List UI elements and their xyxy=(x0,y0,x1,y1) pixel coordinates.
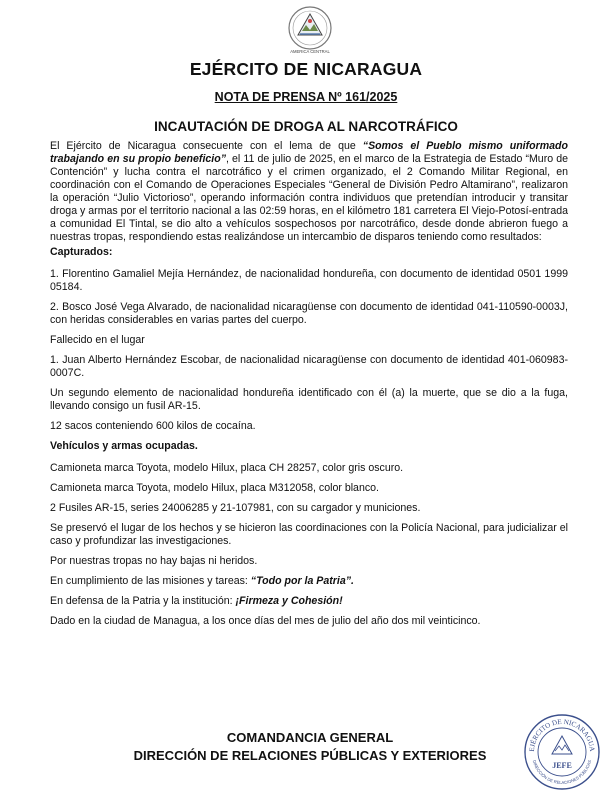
mission-motto: “Todo por la Patria”. xyxy=(250,575,354,587)
seal-bottom-text: DIRECCIÓN DE RELACIONES PÚBLICAS xyxy=(531,759,593,786)
defense-motto: ¡Firmeza y Cohesión! xyxy=(235,595,343,607)
weapons-item: 2 Fusiles AR-15, series 24006285 y 21-107981, con su cargador y municiones. xyxy=(50,502,421,514)
captured-heading: Capturados: xyxy=(50,246,113,258)
escaped-paragraph: Un segundo elemento de nacionalidad hondureña identificado con él (a) la muerte, que se dio a la fuga, llevando consigo un fusil AR-15. xyxy=(50,387,568,412)
coat-of-arms-emblem-icon xyxy=(282,4,338,56)
dated-paragraph: Dado en la ciudad de Managua, a los once días del mes de julio del año dos mil veinticinco. xyxy=(50,615,481,627)
headline: INCAUTACIÓN DE DROGA AL NARCOTRÁFICO xyxy=(154,119,458,134)
vehicles-heading: Vehículos y armas ocupadas. xyxy=(50,440,198,452)
official-seal-icon xyxy=(522,712,602,792)
preserved-paragraph: Se preservó el lugar de los hechos y se hicieron las coordinaciones con la Policía Nacional, para judicializar el caso y profundizar las investigaciones. xyxy=(50,522,568,547)
captured-item-1: 1. Florentino Gamaliel Mejía Hernández, de nacionalidad hondureña, con documento de identidad 0501 1999 05184. xyxy=(50,268,568,293)
vehicle-item-1: Camioneta marca Toyota, modelo Hilux, placa CH 28257, color gris oscuro. xyxy=(50,462,404,474)
intro-paragraph xyxy=(50,140,568,244)
press-release-body xyxy=(50,140,568,635)
intro-motto: “Somos el Pueblo mismo uniformado trabajando en su propio beneficio” xyxy=(50,140,568,165)
drugs-paragraph: 12 sacos conteniendo 600 kilos de cocaína. xyxy=(50,420,256,432)
svg-text:AMERICA CENTRAL: AMERICA CENTRAL xyxy=(290,49,330,54)
mission-paragraph xyxy=(50,575,568,588)
vehicle-item-2: Camioneta marca Toyota, modelo Hilux, placa M312058, color blanco. xyxy=(50,482,379,494)
mission-prefix: En cumplimiento de las misiones y tareas: xyxy=(50,575,251,587)
seal-center-text: JEFE xyxy=(552,761,572,770)
captured-item-2: 2. Bosco José Vega Alvarado, de nacionalidad nicaragüense con documento de identidad 041-110590-0003J, con heridas considerables en varias partes del cuerpo. xyxy=(50,301,568,326)
signature-line-1: COMANDANCIA GENERAL xyxy=(226,730,394,745)
defense-prefix: En defensa de la Patria y la institución: xyxy=(50,595,236,607)
seal-top-text: EJÉRCITO DE NICARAGUA xyxy=(527,717,597,752)
organization-title: EJÉRCITO DE NICARAGUA xyxy=(189,59,423,79)
intro-text-1: El Ejército de Nicaragua consecuente con el lema de que xyxy=(50,140,363,152)
no-casualties-paragraph: Por nuestras tropas no hay bajas ni heridos. xyxy=(50,555,258,567)
signature-line-2: DIRECCIÓN DE RELACIONES PÚBLICAS Y EXTERIORES xyxy=(133,748,487,763)
deceased-heading: Fallecido en el lugar xyxy=(50,334,145,346)
press-note-number xyxy=(0,90,612,104)
defense-paragraph xyxy=(50,595,568,608)
deceased-item-1: 1. Juan Alberto Hernández Escobar, de nacionalidad nicaragüense con documento de identidad 401-060983-0007C. xyxy=(50,354,568,379)
intro-text-2: , el 11 de julio de 2025, en el marco de la Estrategia de Estado “Muro de Contención” y lucha contra el narcotráfico y el crimen organizado, el 2 Comando Militar Regional, en coordinación con el Comando de Operaciones Especiales “General de División Pedro Altamirano”, realizaron la operación “Julio Victorioso”, operando información contra individuos que pretendían introducir y transitar droga y armas por el territorio nacional a las 02:59 horas, en el kilómetro 181 carretera El Viejo-Potosí-entrada a comunidad El Tintal, se dio alto a vehículos sospechosos por narcotráfico, desde donde abrieron fuego a nuestras tropas, respondiendo estas realizándose un intercambio de disparos teniendo como resultados: xyxy=(50,153,568,243)
press-note-label: NOTA DE PRENSA Nº 161/2025 xyxy=(214,90,398,104)
